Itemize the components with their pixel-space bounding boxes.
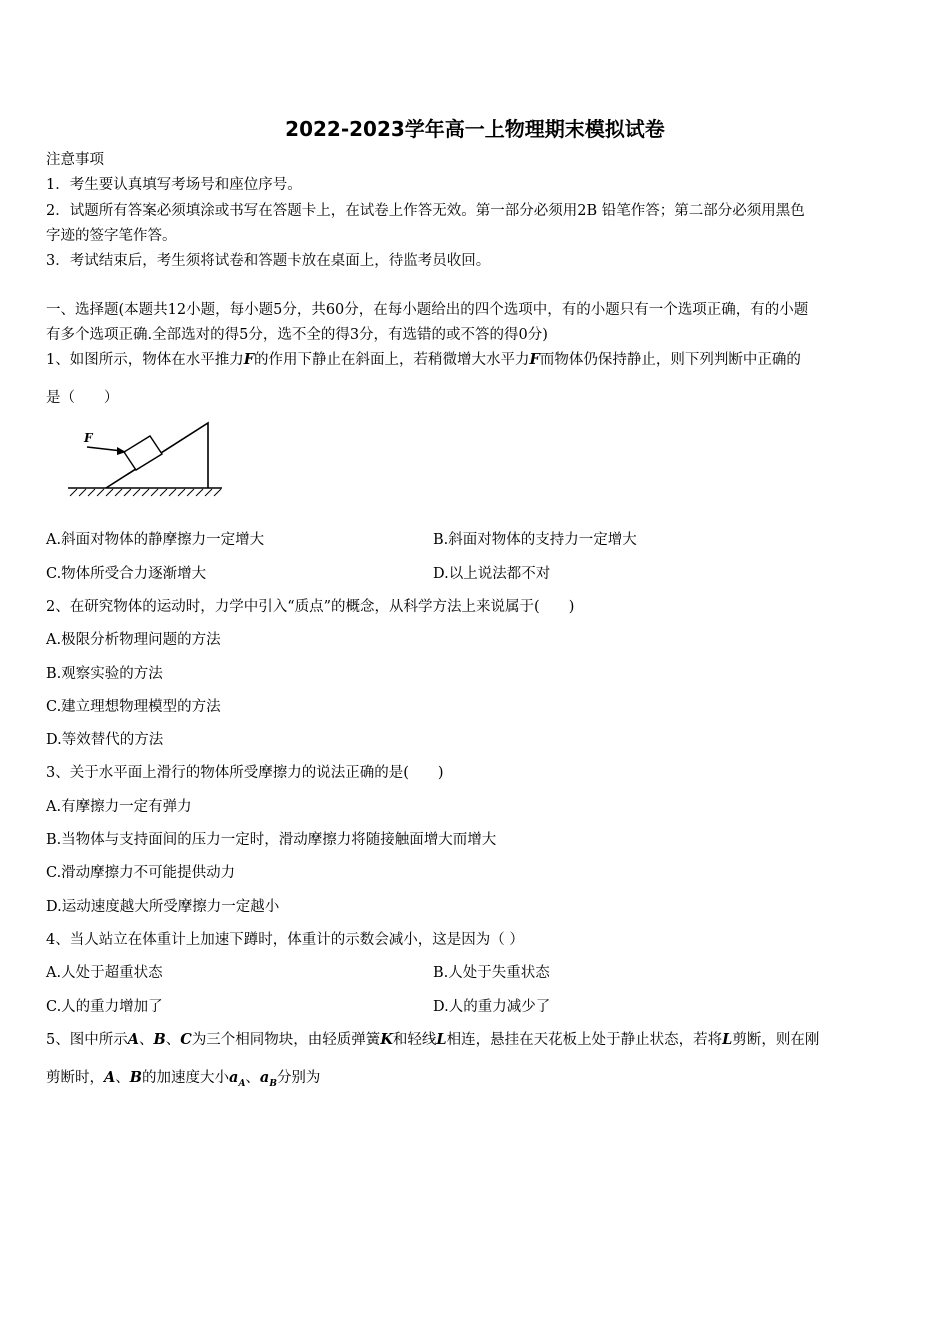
question-1-stem: 1、如图所示，物体在水平推力F的作用下静止在斜面上，若稍微增大水平力F而物体仍保持静止，则下列判断中正确的 (46, 351, 801, 368)
incline-diagram (60, 418, 230, 507)
q4-option-b: B.人处于失重状态 (433, 965, 550, 981)
q1-option-b: B.斜面对物体的支持力一定增大 (433, 532, 637, 548)
q4-option-c: C.人的重力增加了 (46, 999, 163, 1015)
block (124, 436, 162, 470)
q1-option-a: A.斜面对物体的静摩擦力一定增大 (46, 532, 265, 548)
page-title: 2022-2023学年高一上物理期末模拟试卷 (285, 117, 665, 141)
q1-option-c: C.物体所受合力逐渐增大 (46, 566, 207, 582)
note-item: 1．考生要认真填写考场号和座位序号。 (46, 177, 302, 193)
note-item: 2．试题所有答案必须填涂或书写在答题卡上，在试卷上作答无效。第一部分必须用2B 铅笔作答；第二部分必须用黑色 (46, 203, 805, 219)
incline-figure (60, 418, 230, 503)
question-1-stem-end: 是（ ） (46, 390, 119, 406)
question-5-stem-end: 剪断时，A、B的加速度大小$a_A$、$a_B$分别为 (46, 1069, 321, 1089)
q2-option-a: A.极限分析物理问题的方法 (46, 632, 221, 648)
force-label: F (84, 431, 93, 445)
q2-option-b: B.观察实验的方法 (46, 666, 163, 682)
q2-option-c: C.建立理想物理模型的方法 (46, 699, 221, 715)
note-item: 3．考试结束后，考生须将试卷和答题卡放在桌面上，待监考员收回。 (46, 253, 491, 269)
q4-option-d: D.人的重力减少了 (433, 999, 551, 1015)
question-4-stem: 4、当人站立在体重计上加速下蹲时，体重计的示数会减小，这是因为（ ） (46, 932, 524, 948)
note-item: 字迹的签字笔作答。 (46, 228, 177, 244)
notes-heading: 注意事项 (46, 152, 104, 168)
q3-option-c: C.滑动摩擦力不可能提供动力 (46, 865, 236, 881)
question-5-stem: 5、图中所示A、B、C为三个相同物块，由轻质弹簧K和轻线L相连，悬挂在天花板上处于静止状态，若将L剪断，则在刚 (46, 1031, 820, 1048)
q3-option-d: D.运动速度越大所受摩擦力一定越小 (46, 899, 280, 915)
question-2-stem: 2、在研究物体的运动时，力学中引入“质点”的概念，从科学方法上来说属于( ) (46, 599, 575, 615)
q1-option-d: D.以上说法都不对 (433, 566, 551, 582)
q3-option-b: B.当物体与支持面间的压力一定时，滑动摩擦力将随接触面增大而增大 (46, 832, 497, 848)
ground-hatch (70, 489, 221, 496)
q2-option-d: D.等效替代的方法 (46, 732, 164, 748)
section-heading-line: 有多个选项正确.全部选对的得5分，选不全的得3分，有选错的或不答的得0分) (46, 327, 548, 343)
q4-option-a: A.人处于超重状态 (46, 965, 163, 981)
question-3-stem: 3、关于水平面上滑行的物体所受摩擦力的说法正确的是( ) (46, 765, 444, 781)
section-heading-line: 一、选择题(本题共12小题，每小题5分，共60分，在每小题给出的四个选项中，有的小题只有一个选项正确，有的小题 (46, 302, 809, 318)
q3-option-a: A.有摩擦力一定有弹力 (46, 799, 192, 815)
force-arrow (87, 447, 122, 451)
